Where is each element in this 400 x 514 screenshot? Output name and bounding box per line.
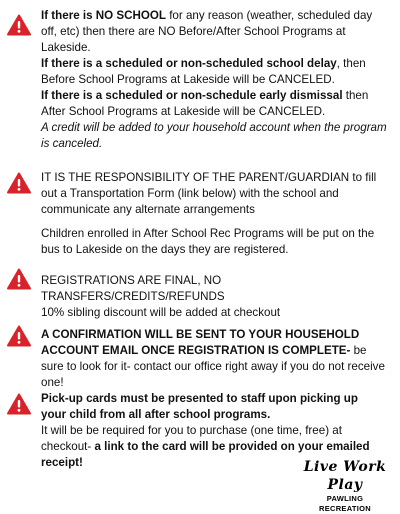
warning-triangle-icon <box>7 393 31 415</box>
delay-text: , then Before School Programs at Lakeside will be CANCELED. <box>41 57 366 86</box>
no-school-text: for any reason (weather, scheduled day off, etc) then there are NO Before/After School Programs at Lakeside. <box>41 9 373 54</box>
early-dismissal-heading: If there is a scheduled or non-schedule early dismissal <box>41 89 343 102</box>
sibling-discount-text: 10% sibling discount will be added at checkout <box>41 306 281 319</box>
confirmation-text: be sure to look for it- contact our office right away if you do not receive one! <box>41 344 385 389</box>
logo-script: Live Work Play <box>303 459 387 493</box>
no-school-section <box>41 8 390 152</box>
bus-text: Children enrolled in After School Rec Programs will be put on the bus to Lakeside on the days they are registered. <box>41 227 375 256</box>
confirmation-section <box>41 327 390 391</box>
registration-final-text: REGISTRATIONS ARE FINAL, NO TRANSFERS/CREDITS/REFUNDS <box>41 274 225 303</box>
confirmation-heading: A CONFIRMATION WILL BE SENT TO YOUR HOUSEHOLD ACCOUNT EMAIL ONCE REGISTRATION IS COMPLETE- <box>41 328 360 357</box>
early-dismissal-text: then After School Programs at Lakeside will be CANCELED. <box>41 89 369 118</box>
credit-note: A credit will be added to your household account when the program is canceled. <box>41 121 387 150</box>
warning-triangle-icon <box>7 325 31 347</box>
warning-triangle-icon <box>7 172 31 194</box>
warning-triangle-icon <box>7 14 31 36</box>
delay-heading: If there is a scheduled or non-scheduled school delay <box>41 57 337 70</box>
transportation-section <box>41 170 390 258</box>
registration-section <box>41 273 390 321</box>
pawling-recreation-logo <box>302 458 388 513</box>
transportation-text: IT IS THE RESPONSIBILITY OF THE PARENT/GUARDIAN to fill out a Transportation Form (link below) with the school and communicate any alternate arrangements <box>41 171 377 216</box>
no-school-heading: If there is NO SCHOOL <box>41 9 166 22</box>
warning-triangle-icon <box>7 268 31 290</box>
pickup-heading: Pick-up cards must be presented to staff upon picking up your child from all after school programs. <box>41 392 358 421</box>
pickup-link-note: a link to the card will be provided on your emailed receipt! <box>41 440 370 469</box>
logo-subtitle: PAWLING RECREATION <box>318 494 372 513</box>
pickup-text: It will be be required for you to purchase (one time, free) at checkout- <box>41 424 342 453</box>
